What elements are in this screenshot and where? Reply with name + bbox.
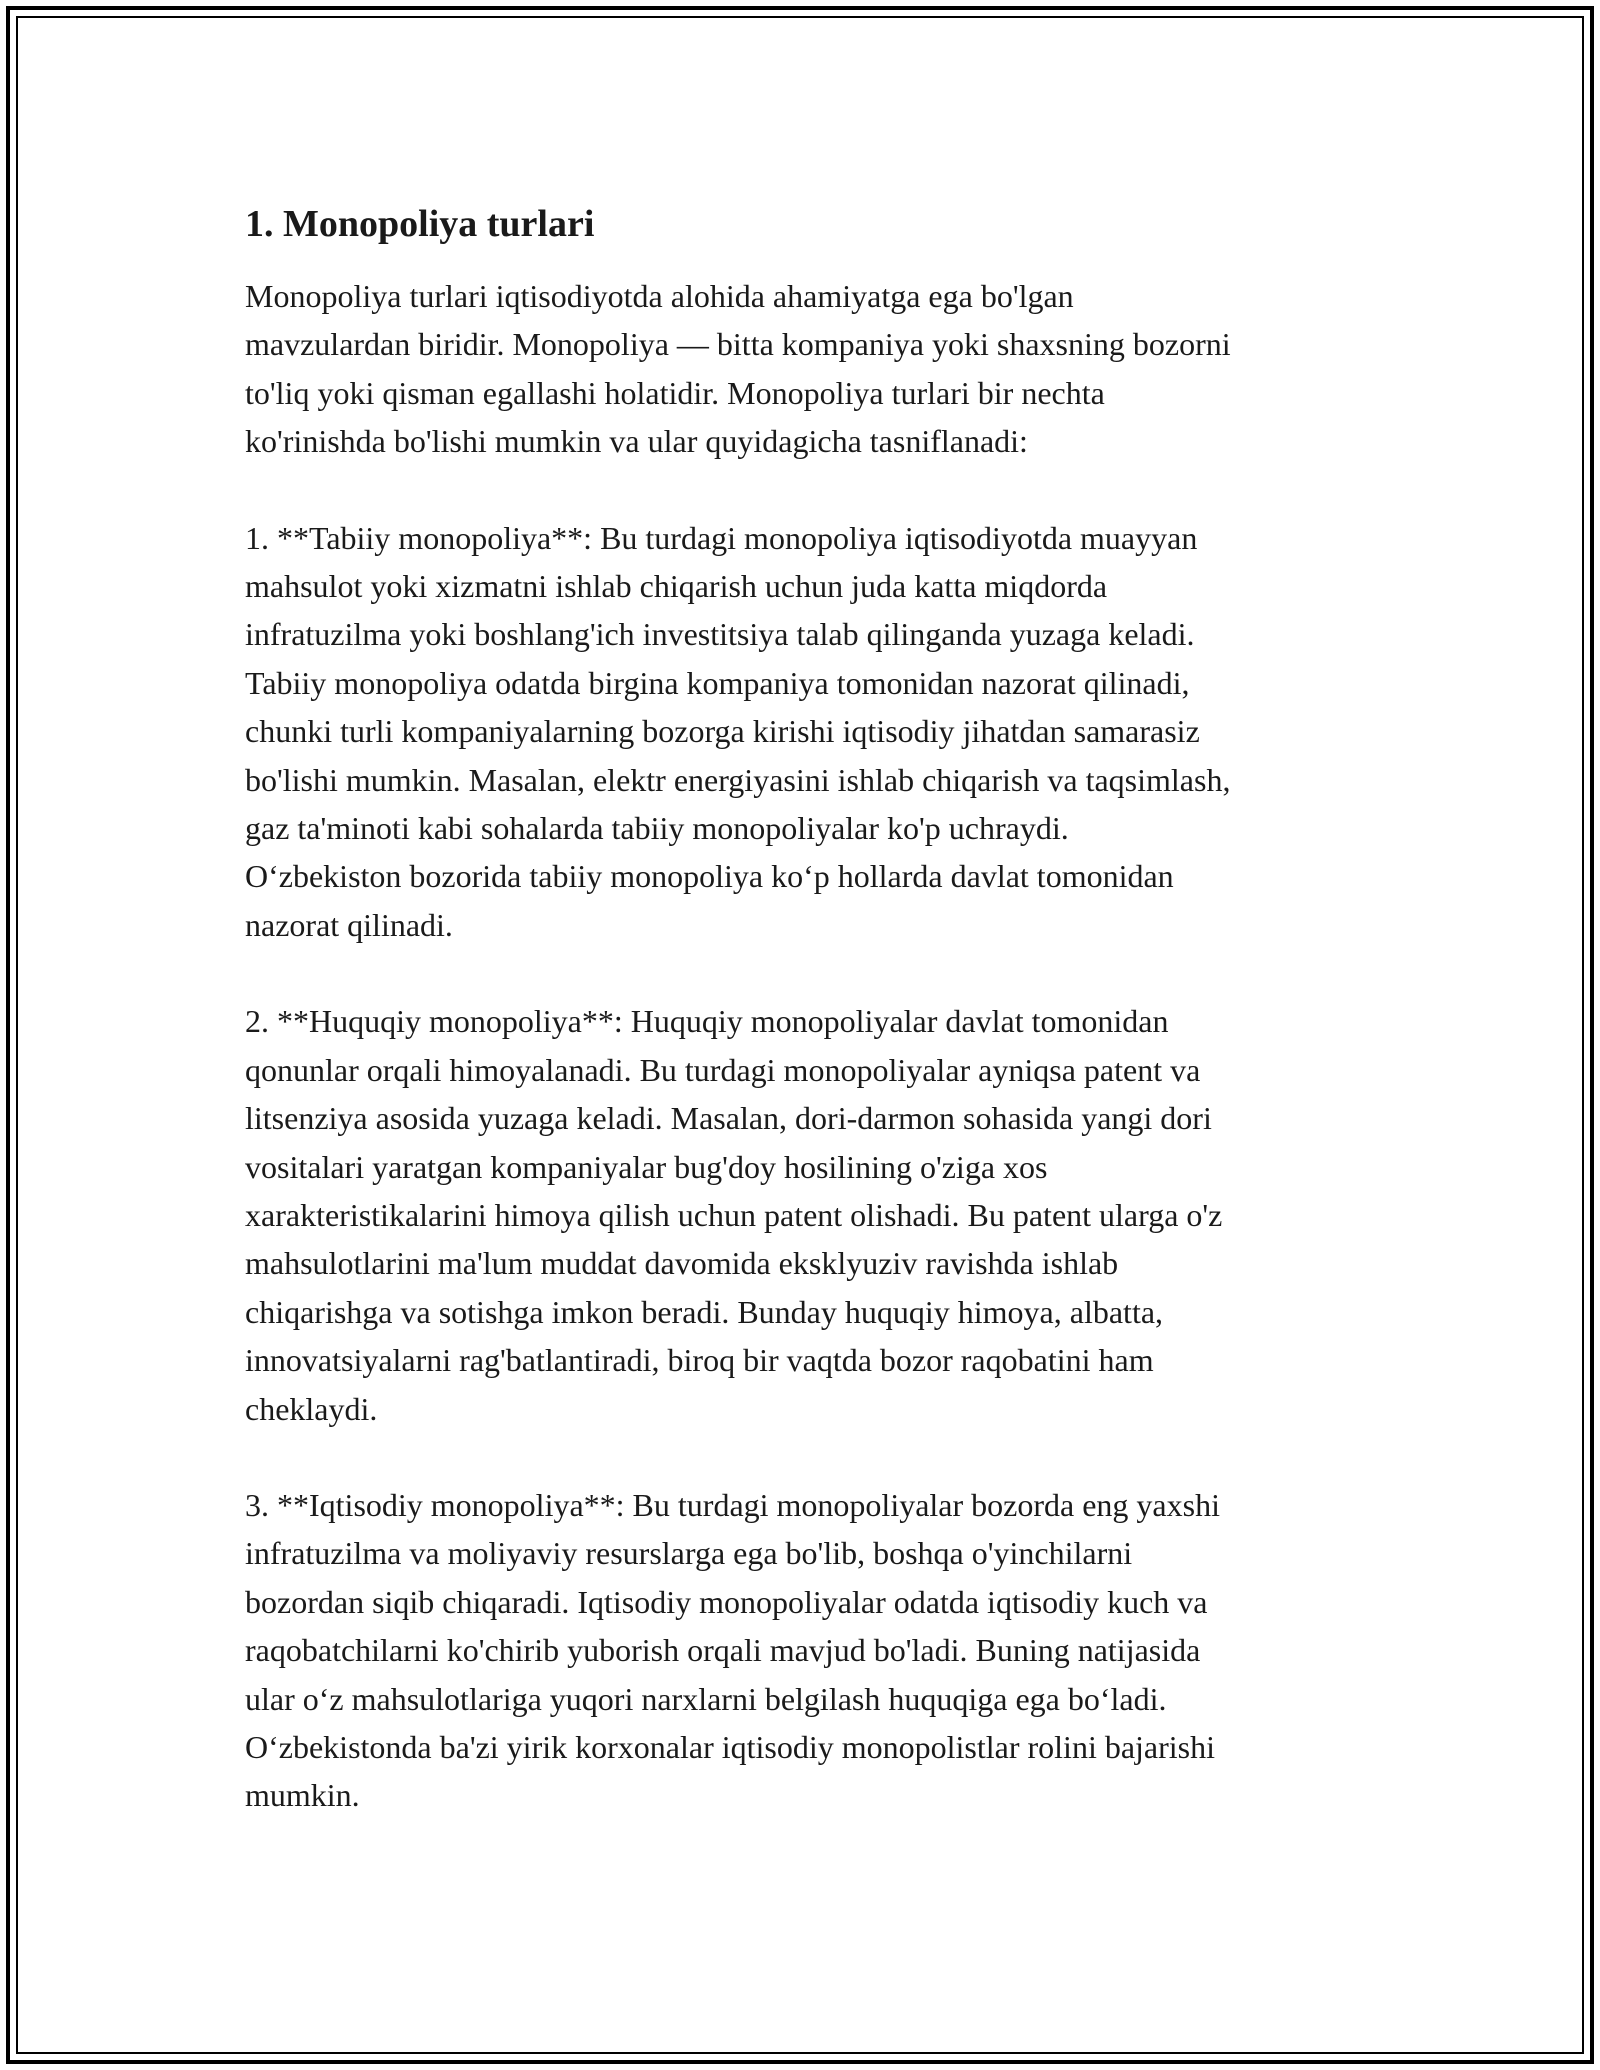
section-heading: 1. Monopoliya turlari	[245, 203, 595, 245]
intro-paragraph: Monopoliya turlari iqtisodiyotda alohida ahamiyatga ega bo'lgan mavzulardan biridir. Monopoliya — bitta kompaniya yoki shaxsning bozorni to'liq yoki qisman egallashi holatidir. Monopoliya turlari bir nechta ko'rinishda bo'lishi mumkin va ular quyidagicha tasniflanadi:	[245, 278, 1231, 460]
document-body	[245, 198, 1385, 1820]
natural-monopoly-paragraph: 1. **Tabiiy monopoliya**: Bu turdagi monopoliya iqtisodiyotda muayyan mahsulot yoki xizmatni ishlab chiqarish uchun juda katta miqdorda infratuzilma yoki boshlang'ich investitsiya talab qilinganda yuzaga keladi. Tabiiy monopoliya odatda birgina kompaniya tomonidan nazorat qilinadi, chunki turli kompaniyalarning bozorga kirishi iqtisodiy jihatdan samarasiz bo'lishi mumkin. Masalan, elektr energiyasini ishlab chiqarish va taqsimlash, gaz ta'minoti kabi sohalarda tabiiy monopoliyalar ko'p uchraydi. O‘zbekiston bozorida tabiiy monopoliya ko‘p hollarda davlat tomonidan nazorat qilinadi.	[245, 519, 1231, 943]
economic-monopoly-paragraph: 3. **Iqtisodiy monopoliya**: Bu turdagi monopoliyalar bozorda eng yaxshi infratuzilma va moliyaviy resurslarga ega bo'lib, boshqa o'yinchilarni bozordan siqib chiqaradi. Iqtisodiy monopoliyalar odatda iqtisodiy kuch va raqobatchilarni ko'chirib yuborish orqali mavjud bo'ladi. Buning natijasida ular o‘z mahsulotlariga yuqori narxlarni belgilash huquqiga ega bo‘ladi. O‘zbekistonda ba'zi yirik korxonalar iqtisodiy monopolistlar rolini bajarishi mumkin.	[245, 1486, 1220, 1814]
legal-monopoly-paragraph: 2. **Huquqiy monopoliya**: Huquqiy monopoliyalar davlat tomonidan qonunlar orqali himoyalanadi. Bu turdagi monopoliyalar ayniqsa patent va litsenziya asosida yuzaga keladi. Masalan, dori-darmon sohasida yangi dori vositalari yaratgan kompaniyalar bug'doy hosilining o'ziga xos xarakteristikalarini himoya qilish uchun patent olishadi. Bu patent ularga o'z mahsulotlarini ma'lum muddat davomida eksklyuziv ravishda ishlab chiqarishga va sotishga imkon beradi. Bunday huquqiy himoya, albatta, innovatsiyalarni rag'batlantiradi, biroq bir vaqtda bozor raqobatini ham cheklaydi.	[245, 1003, 1223, 1427]
page-frame	[6, 6, 1594, 2064]
